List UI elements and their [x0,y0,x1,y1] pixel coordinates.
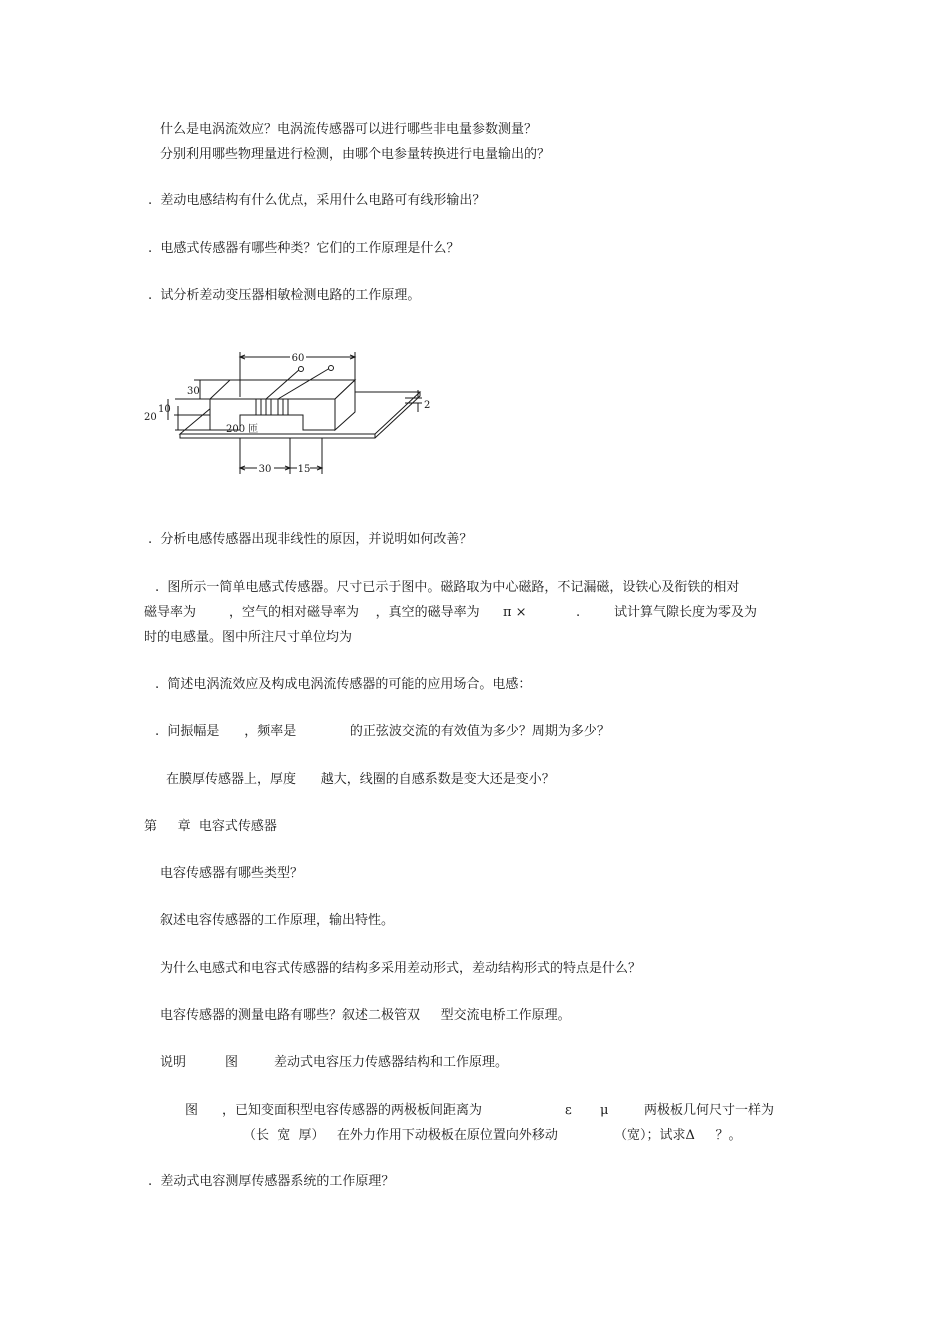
question-measurement-circuit: 电容传感器的测量电路有哪些？叙述二极管双 型交流电桥工作原理。 [160,1008,571,1023]
chapter-title: 第 章 电容式传感器 [144,819,277,834]
terminal-2 [329,366,334,371]
figure-ref-2: 图 [185,1103,199,1118]
dim-15-label: 15 [297,464,311,475]
question-permeability: 磁导率为 ，空气的相对磁导率为 ，真空的磁导率为 [144,605,480,620]
question-thickness-system: . 差动式电容测厚传感器系统的工作原理？ [148,1174,395,1189]
figure-ref: 图 [225,1055,239,1070]
question-eddy-applications: . 简述电涡流效应及构成电涡流传感器的可能的应用场合。电感： [155,677,532,692]
question-plate-dimensions: 两极板几何尺寸一样为 [644,1103,775,1118]
inductive-sensor-figure [140,342,440,482]
question-explain-label: 说明 [160,1055,187,1070]
question-sine-wave: . 问振幅是 ，频率是 的正弦波交流的有效值为多少？周期为多少？ [155,724,610,739]
dim-60-label: 60 [291,353,305,364]
question-pressure-sensor: 差动式电容压力传感器结构和工作原理。 [274,1055,509,1070]
terminal-1 [299,367,304,372]
mu-symbol: μ [600,1103,609,1118]
question-plate-distance: ，已知变面积型电容传感器的两极板间距离为 [222,1103,483,1118]
question-differential-inductance: . 差动电感结构有什么优点，采用什么电路可有线形输出？ [148,193,486,208]
epsilon-symbol: ε [565,1103,572,1118]
dim-2-label: 2 [424,400,431,411]
question-inductance-units: 时的电感量。图中所注尺寸单位均为 [144,630,353,645]
question-capacitive-principle: 叙述电容传感器的工作原理，输出特性。 [160,913,395,928]
pi-symbol: π × [503,605,527,620]
dim-10-label: 10 [158,404,171,415]
turns-label: 200 匝 [226,424,259,435]
question-simple-inductive-sensor: . 图所示一简单电感式传感器。尺寸已示于图中。磁路取为中心磁路，不记漏磁，设铁心及衔铁的相对 [155,580,740,595]
question-plate-move: （长 宽 厚） 在外力作用下动极板在原位置向外移动 [243,1128,558,1143]
decimal-point: . [576,605,581,620]
question-eddy-current-cont: 分别利用哪些物理量进行检测，由哪个电参量转换进行电量输出的？ [160,147,551,162]
question-differential-transformer: . 试分析差动变压器相敏检测电路的工作原理。 [148,288,421,303]
question-nonlinearity: . 分析电感传感器出现非线性的原因，并说明如何改善？ [148,532,473,547]
question-film-thickness: 在膜厚传感器上，厚度 越大，线圈的自感系数是变大还是变小？ [166,772,555,787]
dim-30-bottom-label: 30 [258,464,272,475]
question-inductive-sensor-types: . 电感式传感器有哪些种类？它们的工作原理是什么？ [148,241,460,256]
dim-20-label: 20 [144,412,157,423]
question-air-gap: 试计算气隙长度为零及为 [614,605,758,620]
dim-30-top-label: 30 [187,386,200,397]
question-differential-form: 为什么电感式和电容式传感器的结构多采用差动形式，差动结构形式的特点是什么？ [160,961,642,976]
question-capacitive-types: 电容传感器有哪些类型？ [160,866,304,881]
question-find-delta: （宽）；试求Δ ？。 [614,1128,742,1143]
question-eddy-current: 什么是电涡流效应？电涡流传感器可以进行哪些非电量参数测量？ [160,122,538,137]
